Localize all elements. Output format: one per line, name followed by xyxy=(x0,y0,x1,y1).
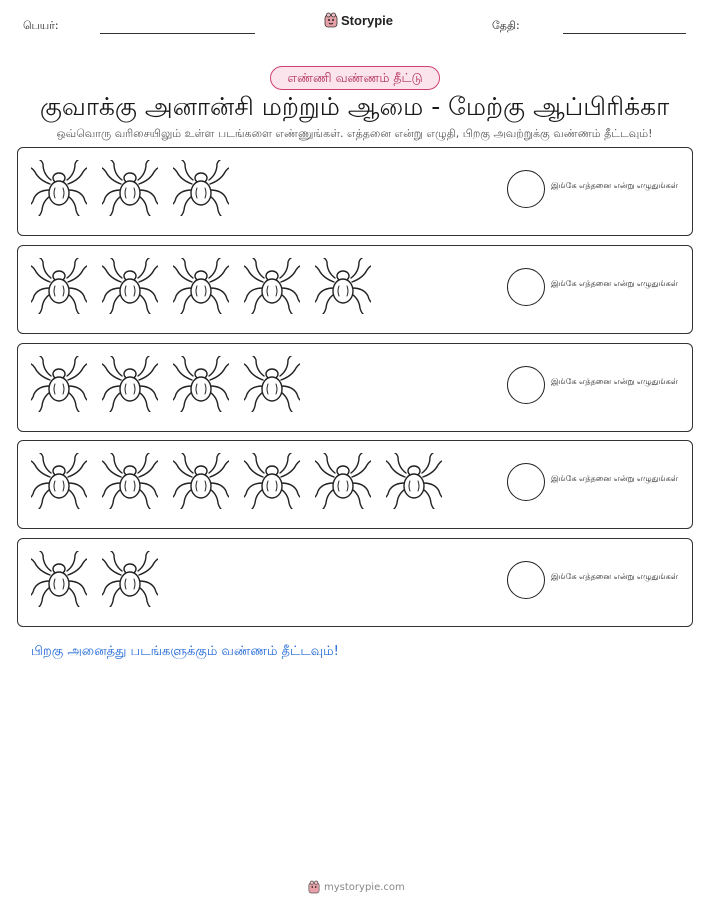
page-title: குவாக்கு அனான்சி மற்றும் ஆமை - மேற்கு ஆப்பிரிக்கா xyxy=(39,92,670,121)
brand-name: Storypie xyxy=(341,12,394,28)
spider-icon[interactable] xyxy=(315,258,371,314)
date-line[interactable] xyxy=(563,33,686,34)
spider-icon[interactable] xyxy=(102,258,158,314)
site-footer xyxy=(308,880,405,894)
spider-icon[interactable] xyxy=(315,453,371,509)
storypie-logo-icon xyxy=(324,12,338,28)
spider-icon[interactable] xyxy=(102,356,158,412)
site-url: mystorypie.com xyxy=(324,881,405,893)
answer-circle[interactable] xyxy=(507,170,545,208)
answer-hint: இங்கே எத்தனை என்று எழுதுங்கள் xyxy=(551,474,678,483)
answer-circle[interactable] xyxy=(507,463,545,501)
spider-icon[interactable] xyxy=(31,453,87,509)
spider-icon[interactable] xyxy=(244,356,300,412)
spider-icon[interactable] xyxy=(31,356,87,412)
answer-hint: இங்கே எத்தனை என்று எழுதுங்கள் xyxy=(551,181,678,190)
spider-icon[interactable] xyxy=(173,258,229,314)
spider-icon[interactable] xyxy=(244,453,300,509)
count-row xyxy=(17,147,693,236)
spider-icon[interactable] xyxy=(102,160,158,216)
activity-badge: எண்ணி வண்ணம் தீட்டு xyxy=(270,66,440,90)
spider-icon[interactable] xyxy=(173,356,229,412)
count-row xyxy=(17,538,693,627)
count-row xyxy=(17,245,693,334)
spider-icon[interactable] xyxy=(31,160,87,216)
date-label: தேதி: xyxy=(492,19,520,32)
spider-icon[interactable] xyxy=(31,551,87,607)
instructions: ஒவ்வொரு வரிசையிலும் உள்ள படங்களை எண்ணுங்கள். எத்தனை என்று எழுதி, பிறகு அவற்றுக்கு வண்ணம் தீட்டவும்! xyxy=(56,127,653,140)
spider-icon[interactable] xyxy=(173,160,229,216)
answer-hint: இங்கே எத்தனை என்று எழுதுங்கள் xyxy=(551,279,678,288)
count-row xyxy=(17,343,693,432)
color-all-note: பிறகு அனைத்து படங்களுக்கும் வண்ணம் தீட்டவும்! xyxy=(31,644,339,659)
count-row xyxy=(17,440,693,529)
spider-icon[interactable] xyxy=(244,258,300,314)
spider-icon[interactable] xyxy=(102,453,158,509)
answer-circle[interactable] xyxy=(507,268,545,306)
name-line[interactable] xyxy=(100,33,255,34)
answer-hint: இங்கே எத்தனை என்று எழுதுங்கள் xyxy=(551,572,678,581)
storypie-logo-icon xyxy=(308,880,320,894)
spider-icon[interactable] xyxy=(386,453,442,509)
spider-icon[interactable] xyxy=(173,453,229,509)
spider-icon[interactable] xyxy=(31,258,87,314)
answer-hint: இங்கே எத்தனை என்று எழுதுங்கள் xyxy=(551,377,678,386)
answer-circle[interactable] xyxy=(507,561,545,599)
name-label: பெயர்: xyxy=(23,19,59,32)
brand xyxy=(324,12,393,28)
answer-circle[interactable] xyxy=(507,366,545,404)
spider-icon[interactable] xyxy=(102,551,158,607)
